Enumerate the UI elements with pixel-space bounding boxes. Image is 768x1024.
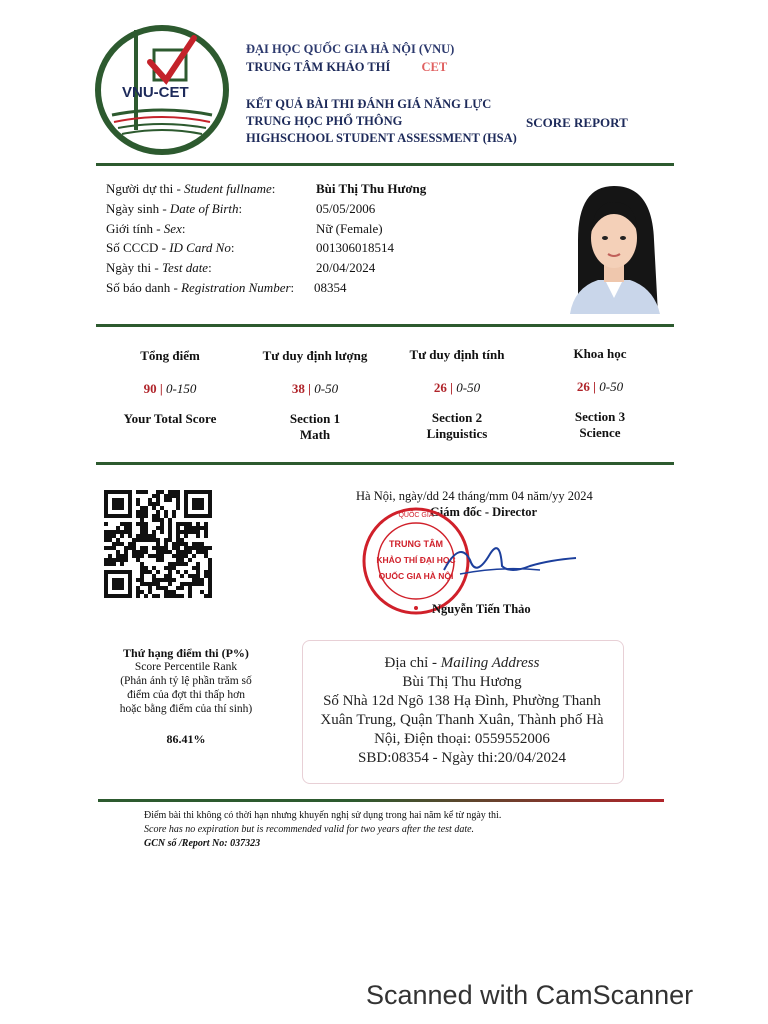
divider	[96, 163, 674, 166]
percentile-note-2: điểm của đợt thi thấp hơn	[127, 689, 245, 701]
divider	[96, 324, 674, 327]
percentile-note-3: hoặc bằng điểm của thí sinh)	[119, 703, 253, 715]
score-report-title: SCORE REPORT	[526, 115, 628, 130]
test-date-label: Ngày thi - Test date:	[106, 260, 212, 275]
id-card-value: 001306018514	[316, 240, 394, 255]
fullname-value: Bùi Thị Thu Hương	[316, 181, 427, 196]
sign-date: Hà Nội, ngày/dd 24 tháng/mm 04 năm/yy 2024	[356, 489, 593, 503]
footer-note-vn: Điểm bài thi không có thời hạn nhưng khuyến nghị sử dụng trong hai năm kể từ ngày thi.	[144, 810, 502, 821]
address-line-2: Số Nhà 12d Ngõ 138 Hạ Đình, Phường Thanh	[323, 693, 601, 709]
section-1-label: Tư duy định lượng	[262, 348, 368, 363]
percentile-value: 86.41%	[166, 732, 206, 746]
section-3-value: 26 | 0-50	[576, 379, 624, 394]
header-result-title: KẾT QUẢ BÀI THI ĐÁNH GIÁ NĂNG LỰC	[246, 97, 492, 111]
percentile-subtitle: Score Percentile Rank	[134, 661, 238, 673]
header-center	[246, 60, 447, 75]
divider	[96, 462, 674, 465]
camscanner-watermark: Scanned with CamScanner	[366, 980, 694, 1010]
sex-value: Nữ (Female)	[316, 221, 383, 236]
header-highschool: TRUNG HỌC PHỔ THÔNG	[246, 114, 403, 128]
vnu-cet-logo	[92, 20, 232, 160]
address-line-4: Nội, Điện thoại: 0559552006	[374, 731, 550, 747]
section-1-en: Section 1 Math	[289, 411, 341, 442]
score-section-1	[240, 348, 390, 443]
footer-note-en: Score has no expiration but is recommended valid for two years after the test date.	[144, 824, 475, 835]
director-name: Nguyễn Tiến Thảo	[432, 602, 531, 616]
section-3-label: Khoa học	[573, 346, 627, 361]
percentile-note-1: (Phản ánh tỷ lệ phần trăm số	[120, 675, 252, 687]
score-section-3	[525, 346, 675, 441]
header-center-suffix: CET	[421, 60, 448, 74]
section-2-en: Section 2 Linguistics	[426, 410, 488, 441]
score-total-en: Your Total Score	[123, 411, 217, 426]
director-title: Giám đốc - Director	[430, 505, 538, 519]
score-total-value: 90 | 0-150	[143, 381, 197, 396]
address-line-1: Bùi Thị Thu Hương	[402, 674, 522, 690]
percentile-title: Thứ hạng điểm thi (P%)	[123, 646, 249, 660]
dob-label: Ngày sinh - Date of Birth:	[106, 201, 243, 216]
header-university: ĐẠI HỌC QUỐC GIA HÀ NỘI (VNU)	[246, 42, 455, 56]
address-line-5: SBD:08354 - Ngày thi:20/04/2024	[358, 750, 566, 766]
address-label: Địa chỉ - Mailing Address	[384, 655, 540, 671]
registration-value: 08354	[314, 280, 347, 295]
sex-label: Giới tính - Sex:	[106, 221, 186, 236]
fullname-label: Người dự thi - Student fullname:	[106, 181, 276, 196]
header-center-name: TRUNG TÂM KHẢO THÍ	[246, 60, 391, 74]
candidate-photo	[548, 180, 680, 314]
logo-text: VNU-CET	[122, 84, 189, 101]
section-3-en: Section 3 Science	[574, 409, 626, 440]
header-hsa: HIGHSCHOOL STUDENT ASSESSMENT (HSA)	[246, 131, 517, 145]
stamp-line-2: KHẢO THÍ ĐẠI HỌC	[376, 555, 456, 565]
report-number: GCN số /Report No: 037323	[144, 838, 261, 849]
section-2-value: 26 | 0-50	[433, 380, 481, 395]
id-card-label: Số CCCD - ID Card No:	[106, 240, 235, 255]
dob-value: 05/05/2006	[316, 201, 376, 216]
score-total	[95, 348, 245, 427]
footer-rule	[98, 799, 664, 802]
score-section-2	[382, 347, 532, 442]
address-line-3: Xuân Trung, Quận Thanh Xuân, Thành phố Hà	[320, 712, 604, 728]
stamp-line-1: TRUNG TÂM	[389, 539, 443, 549]
section-2-label: Tư duy định tính	[409, 347, 505, 362]
qr-code	[104, 490, 212, 600]
director-signature	[440, 530, 580, 590]
stamp-line-3: QUỐC GIA HÀ NỘI	[378, 571, 454, 581]
score-total-label: Tổng điểm	[140, 348, 200, 363]
test-date-value: 20/04/2024	[316, 260, 376, 275]
percentile-rank	[96, 646, 276, 746]
section-1-value: 38 | 0-50	[291, 381, 339, 396]
registration-label: Số báo danh - Registration Number:	[106, 280, 295, 295]
svg-text:QUỐC GIA: QUỐC GIA	[398, 512, 434, 519]
mailing-address	[302, 654, 622, 768]
